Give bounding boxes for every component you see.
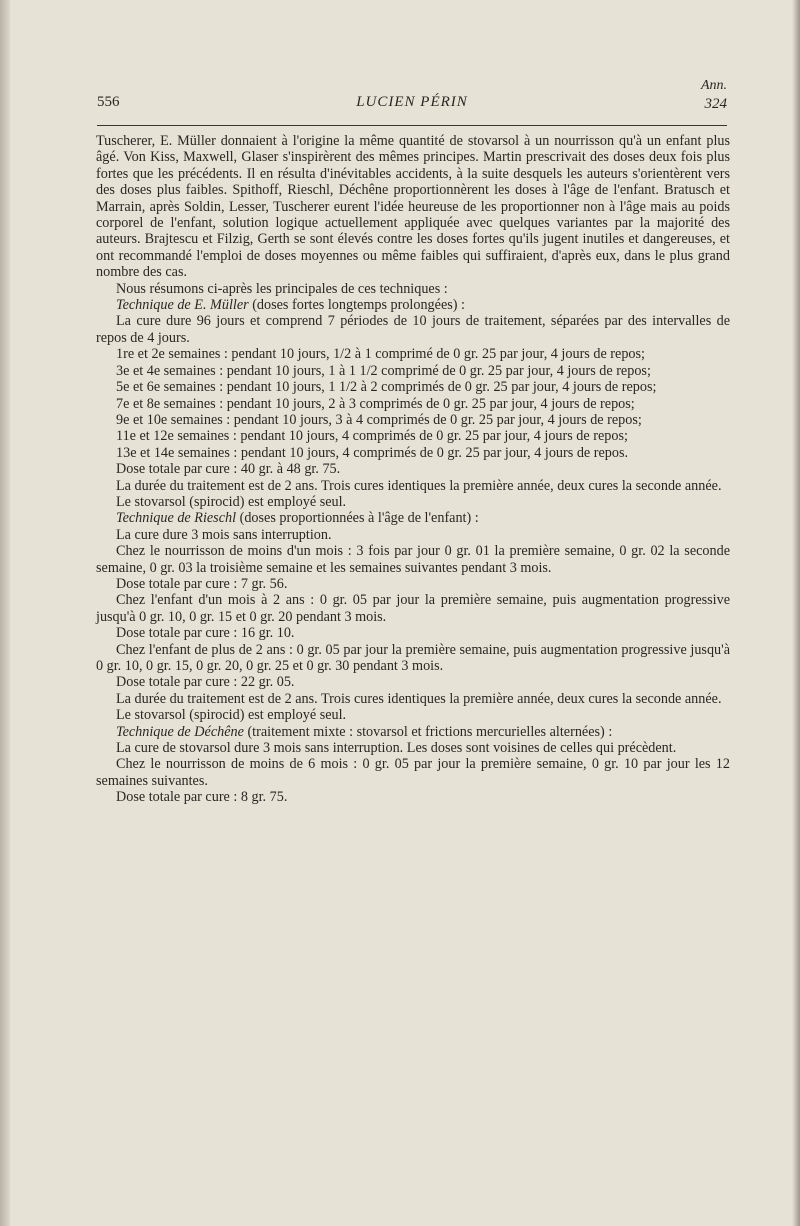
page-header	[97, 78, 727, 118]
rieschl-line: Le stovarsol (spirocid) est employé seul.	[116, 707, 347, 724]
rieschl-line: Dose totale par cure : 16 gr. 10.	[116, 625, 295, 642]
muller-heading-note: (doses fortes longtemps prolongées) :	[248, 297, 465, 314]
page-edge-shadow	[792, 0, 800, 1226]
paragraph-authors: Tuscherer, E. Müller donnaient à l'origine la même quantité de stovarsol à un nourrisson qu'à un enfant plus âgé. Von Kiss, Maxwell, Glaser s'inspirèrent des mêmes principes. Martin prescrivait des doses deux fois plus fortes que les précédents. Il en résulta d'inévitables accidents, à la suite desquels les auteurs s'orientèrent vers des doses plus faibles. Spithoff, Rieschl, Déchêne proportionnèrent les doses à l'âge de l'enfant. Bratusch et Marrain, après Soldin, Lesser, Tuscherer eurent l'idée heureuse de les proportionner non à l'âge mais au poids corporel de l'enfant, solution logique actuellement appliquée avec quelques variantes par la majorité des auteurs. Brajtescu et Filzig, Gerth se sont élevés contre les doses fortes qu'ils jugent inutiles et dangereuses, et ont recommandé l'emploi de doses moyennes ou même faibles qui suffiraient, d'après eux, dans le plus grand nombre des cas.	[96, 133, 730, 281]
muller-week-11-12: 11e et 12e semaines : pendant 10 jours, 4 comprimés de 0 gr. 25 par jour, 4 jours de repos;	[116, 428, 628, 445]
body-text	[96, 133, 730, 806]
muller-week-7-8: 7e et 8e semaines : pendant 10 jours, 2 à 3 comprimés de 0 gr. 25 par jour, 4 jours de repos;	[116, 395, 635, 412]
volume-number: 324	[704, 96, 727, 112]
muller-week-13-14: 13e et 14e semaines : pendant 10 jours, 4 comprimés de 0 gr. 25 par jour, 4 jours de repos.	[116, 444, 629, 461]
dechene-heading-note: (traitement mixte : stovarsol et frictions mercurielles alternées) :	[243, 723, 613, 740]
running-title: LUCIEN PÉRIN	[356, 94, 468, 110]
rieschl-line: Dose totale par cure : 7 gr. 56.	[116, 575, 288, 592]
paragraph-intro: Nous résumons ci-après les principales de ces techniques :	[116, 280, 448, 297]
rieschl-line: Chez le nourrisson de moins d'un mois : 3 fois par jour 0 gr. 01 la première semaine, 0 gr. 02 la seconde semaine, 0 gr. 03 la troisième semaine et les semaines suivantes pendant 3 mois.	[96, 543, 730, 576]
rieschl-line: Chez l'enfant de plus de 2 ans : 0 gr. 05 par jour la première semaine, puis augmentation progressive jusqu'à 0 gr. 10, 0 gr. 15, 0 gr. 20, 0 gr. 25 et 0 gr. 30 pendant 3 mois.	[96, 641, 730, 674]
rieschl-heading	[96, 510, 730, 526]
muller-heading-title: Technique de E. Müller	[116, 297, 249, 314]
rieschl-heading-title: Technique de Rieschl	[116, 510, 237, 527]
journal-abbrev: Ann.	[700, 78, 727, 93]
dechene-line: Dose totale par cure : 8 gr. 75.	[116, 789, 288, 806]
muller-week-1-2: 1re et 2e semaines : pendant 10 jours, 1/2 à 1 comprimé de 0 gr. 25 par jour, 4 jours de repos;	[116, 346, 645, 363]
muller-week-9-10: 9e et 10e semaines : pendant 10 jours, 3 à 4 comprimés de 0 gr. 25 par jour, 4 jours de repos;	[116, 411, 642, 428]
muller-week-3-4: 3e et 4e semaines : pendant 10 jours, 1 à 1 1/2 comprimé de 0 gr. 25 par jour, 4 jours de repos;	[116, 362, 651, 379]
muller-week-5-6: 5e et 6e semaines : pendant 10 jours, 1 1/2 à 2 comprimés de 0 gr. 25 par jour, 4 jours de repos;	[116, 379, 657, 396]
dechene-line: La cure de stovarsol dure 3 mois sans interruption. Les doses sont voisines de celles qui précèdent.	[116, 740, 677, 757]
header-rule	[97, 125, 727, 126]
muller-heading	[96, 297, 730, 313]
dechene-line: Chez le nourrisson de moins de 6 mois : 0 gr. 05 par jour la première semaine, 0 gr. 10 par jour les 12 semaines suivantes.	[96, 756, 730, 789]
rieschl-line: Chez l'enfant d'un mois à 2 ans : 0 gr. 05 par jour la première semaine, puis augmentation progressive jusqu'à 0 gr. 10, 0 gr. 15 et 0 gr. 20 pendant 3 mois.	[96, 592, 730, 625]
dechene-heading-title: Technique de Déchêne	[116, 723, 244, 740]
rieschl-line: La cure dure 3 mois sans interruption.	[116, 526, 332, 543]
rieschl-line: La durée du traitement est de 2 ans. Trois cures identiques la première année, deux cures la seconde année.	[116, 690, 722, 707]
book-spine-shadow	[0, 0, 10, 1226]
muller-drug: Le stovarsol (spirocid) est employé seul.	[116, 493, 347, 510]
muller-total-dose: Dose totale par cure : 40 gr. à 48 gr. 75.	[116, 461, 341, 478]
muller-duration: La durée du traitement est de 2 ans. Trois cures identiques la première année, deux cures la seconde année.	[116, 477, 722, 494]
muller-intro: La cure dure 96 jours et comprend 7 périodes de 10 jours de traitement, séparées par des intervalles de repos de 4 jours.	[96, 313, 730, 346]
rieschl-line: Dose totale par cure : 22 gr. 05.	[116, 674, 295, 691]
page-number: 556	[97, 94, 120, 110]
rieschl-heading-note: (doses proportionnées à l'âge de l'enfant) :	[236, 510, 479, 527]
dechene-heading	[96, 724, 730, 740]
